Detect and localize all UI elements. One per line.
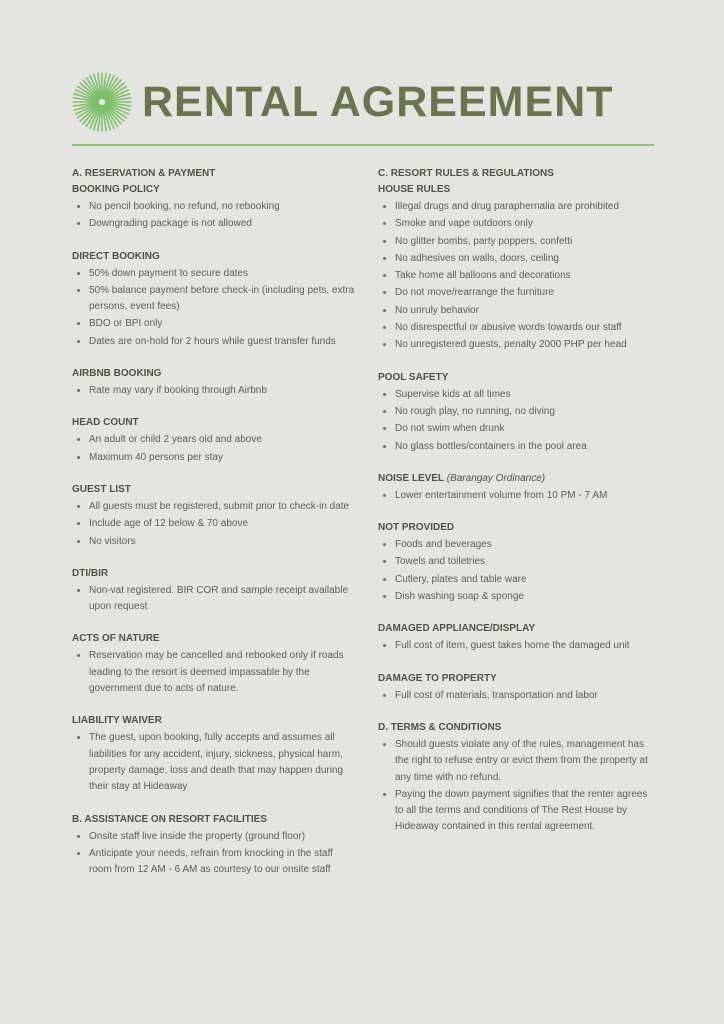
list-item: • No unregistered guests, penalty 2000 PHP per head xyxy=(395,336,658,353)
list-item: • Downgrading package is not allowed xyxy=(89,215,357,232)
subsection-title: BOOKING POLICY xyxy=(72,184,160,195)
section-heading-reservation: A. RESERVATION & PAYMENT xyxy=(72,168,216,179)
list-item: • Include age of 12 below & 70 above xyxy=(89,515,357,532)
bullet-list xyxy=(72,828,357,879)
subsection-title: ACTS OF NATURE xyxy=(72,633,160,645)
bullet-list xyxy=(72,265,357,350)
bullet-list xyxy=(72,431,357,466)
bullet-list xyxy=(72,382,357,399)
list-item: • 50% down payment to secure dates xyxy=(89,265,357,282)
noise-level-title: NOISE LEVEL xyxy=(378,472,444,484)
list-item: • Full cost of item, guest takes home the damaged unit xyxy=(395,637,658,654)
bullet-list xyxy=(378,687,658,704)
section-dti-bir xyxy=(72,566,357,616)
list-item: • No glitter bombs, party poppers, confetti xyxy=(395,233,658,250)
list-item: • BDO or BPI only xyxy=(89,315,357,332)
list-item: • Anticipate your needs, refrain from knocking in the staff room from 12 AM - 6 AM as courtesy to our onsite staff xyxy=(89,845,357,879)
section-guest-list xyxy=(72,482,357,550)
section-heading-resort-rules: C. RESORT RULES & REGULATIONS xyxy=(378,168,554,179)
bullet-list xyxy=(378,736,658,836)
subsection-title xyxy=(378,471,658,487)
section-terms-conditions xyxy=(378,720,658,836)
list-item: • No pencil booking, no refund, no rebooking xyxy=(89,198,357,215)
list-item: • No disrespectful or abusive words towards our staff xyxy=(395,319,658,336)
subsection-title: DIRECT BOOKING xyxy=(72,250,160,262)
subsection-title: NOT PROVIDED xyxy=(378,522,455,534)
section-house-rules xyxy=(378,182,658,354)
list-item: • All guests must be registered, submit prior to check-in date xyxy=(89,498,357,515)
subsection-title: DAMAGE TO PROPERTY xyxy=(378,672,497,684)
section-pool-safety xyxy=(378,370,658,455)
list-item: • Full cost of materials, transportation and labor xyxy=(395,687,658,704)
subsection-title: HEAD COUNT xyxy=(72,417,139,429)
list-item: • Do not swim when drunk xyxy=(395,420,658,437)
list-item: • Dates are on-hold for 2 hours while guest transfer funds xyxy=(89,333,357,350)
list-item: • No unruly behavior xyxy=(395,302,658,319)
bullet-list xyxy=(378,386,658,455)
section-not-provided xyxy=(378,520,658,605)
section-damage-to-property xyxy=(378,671,658,704)
list-item: • Should guests violate any of the rules, management has the right to refuse entry or evict them from the property at any time with no refund. xyxy=(395,736,658,786)
subsection-title: GUEST LIST xyxy=(72,483,131,495)
list-item: • Lower entertainment volume from 10 PM - 7 AM xyxy=(395,487,658,504)
subsection-title: HOUSE RULES xyxy=(378,184,451,195)
list-item: • No adhesives on walls, doors, ceiling xyxy=(395,250,658,267)
right-column xyxy=(378,166,658,852)
section-head-count xyxy=(72,415,357,466)
list-item: • Dish washing soap & sponge xyxy=(395,588,658,605)
list-item: • Reservation may be cancelled and rebooked only if roads leading to the resort is deemed impassable by the government due to acts of nature. xyxy=(89,647,357,697)
bullet-list xyxy=(378,637,658,654)
list-item: • Rate may vary if booking through Airbnb xyxy=(89,382,357,399)
section-booking-policy xyxy=(72,182,357,233)
list-item: • Illegal drugs and drug paraphernalia are prohibited xyxy=(395,198,658,215)
sunburst-icon xyxy=(72,72,132,132)
bullet-list xyxy=(72,498,357,550)
bullet-list xyxy=(72,729,357,795)
list-item: • No visitors xyxy=(89,533,357,550)
list-item: • The guest, upon booking, fully accepts and assumes all liabilities for any accident, injury, sickness, physical harm, property damage, loss and death that may happen during their stay at Hideaway xyxy=(89,729,357,795)
list-item: • No glass bottles/containers in the pool area xyxy=(395,438,658,455)
bullet-list xyxy=(378,487,658,504)
list-item: • Smoke and vape outdoors only xyxy=(395,215,658,232)
subsection-title: LIABILITY WAIVER xyxy=(72,715,162,727)
subsection-title: DTI/BIR xyxy=(72,567,109,579)
left-column xyxy=(72,166,357,894)
list-item: • An adult or child 2 years old and above xyxy=(89,431,357,448)
section-liability-waiver xyxy=(72,713,357,795)
list-item: • Supervise kids at all times xyxy=(395,386,658,403)
section-airbnb-booking xyxy=(72,366,357,399)
list-item: • Paying the down payment signifies that the renter agrees to all the terms and conditions of The Rest House by Hideaway contained in this rental agreement. xyxy=(395,786,658,836)
list-item: • Towels and toiletries xyxy=(395,553,658,570)
page-title: RENTAL AGREEMENT xyxy=(142,78,614,126)
noise-level-note: (Barangay Ordinance) xyxy=(446,472,546,484)
section-assistance xyxy=(72,812,357,879)
list-item: • Onsite staff live inside the property (ground floor) xyxy=(89,828,357,845)
section-acts-of-nature xyxy=(72,631,357,697)
section-heading-terms: D. TERMS & CONDITIONS xyxy=(378,721,502,733)
subsection-title: AIRBNB BOOKING xyxy=(72,368,162,380)
bullet-list xyxy=(72,198,357,233)
list-item: • Non-vat registered. BIR COR and sample receipt available upon request xyxy=(89,582,357,616)
header xyxy=(72,72,662,132)
bullet-list xyxy=(378,536,658,605)
bullet-list xyxy=(72,582,357,616)
section-direct-booking xyxy=(72,249,357,350)
bullet-list xyxy=(378,198,658,354)
bullet-list xyxy=(72,647,357,697)
section-noise-level xyxy=(378,471,658,504)
list-item: • 50% balance payment before check-in (including pets, extra persons, event fees) xyxy=(89,282,357,316)
subsection-title: POOL SAFETY xyxy=(378,371,449,383)
section-damaged-appliance xyxy=(378,621,658,654)
subsection-title: DAMAGED APPLIANCE/DISPLAY xyxy=(378,623,536,635)
list-item: • Cutlery, plates and table ware xyxy=(395,571,658,588)
list-item: • Maximum 40 persons per stay xyxy=(89,449,357,466)
section-heading-assistance: B. ASSISTANCE ON RESORT FACILITIES xyxy=(72,813,268,825)
list-item: • Do not move/rearrange the furniture xyxy=(395,284,658,301)
title-divider xyxy=(72,144,654,146)
list-item: • Take home all balloons and decorations xyxy=(395,267,658,284)
list-item: • No rough play, no running, no diving xyxy=(395,403,658,420)
list-item: • Foods and beverages xyxy=(395,536,658,553)
